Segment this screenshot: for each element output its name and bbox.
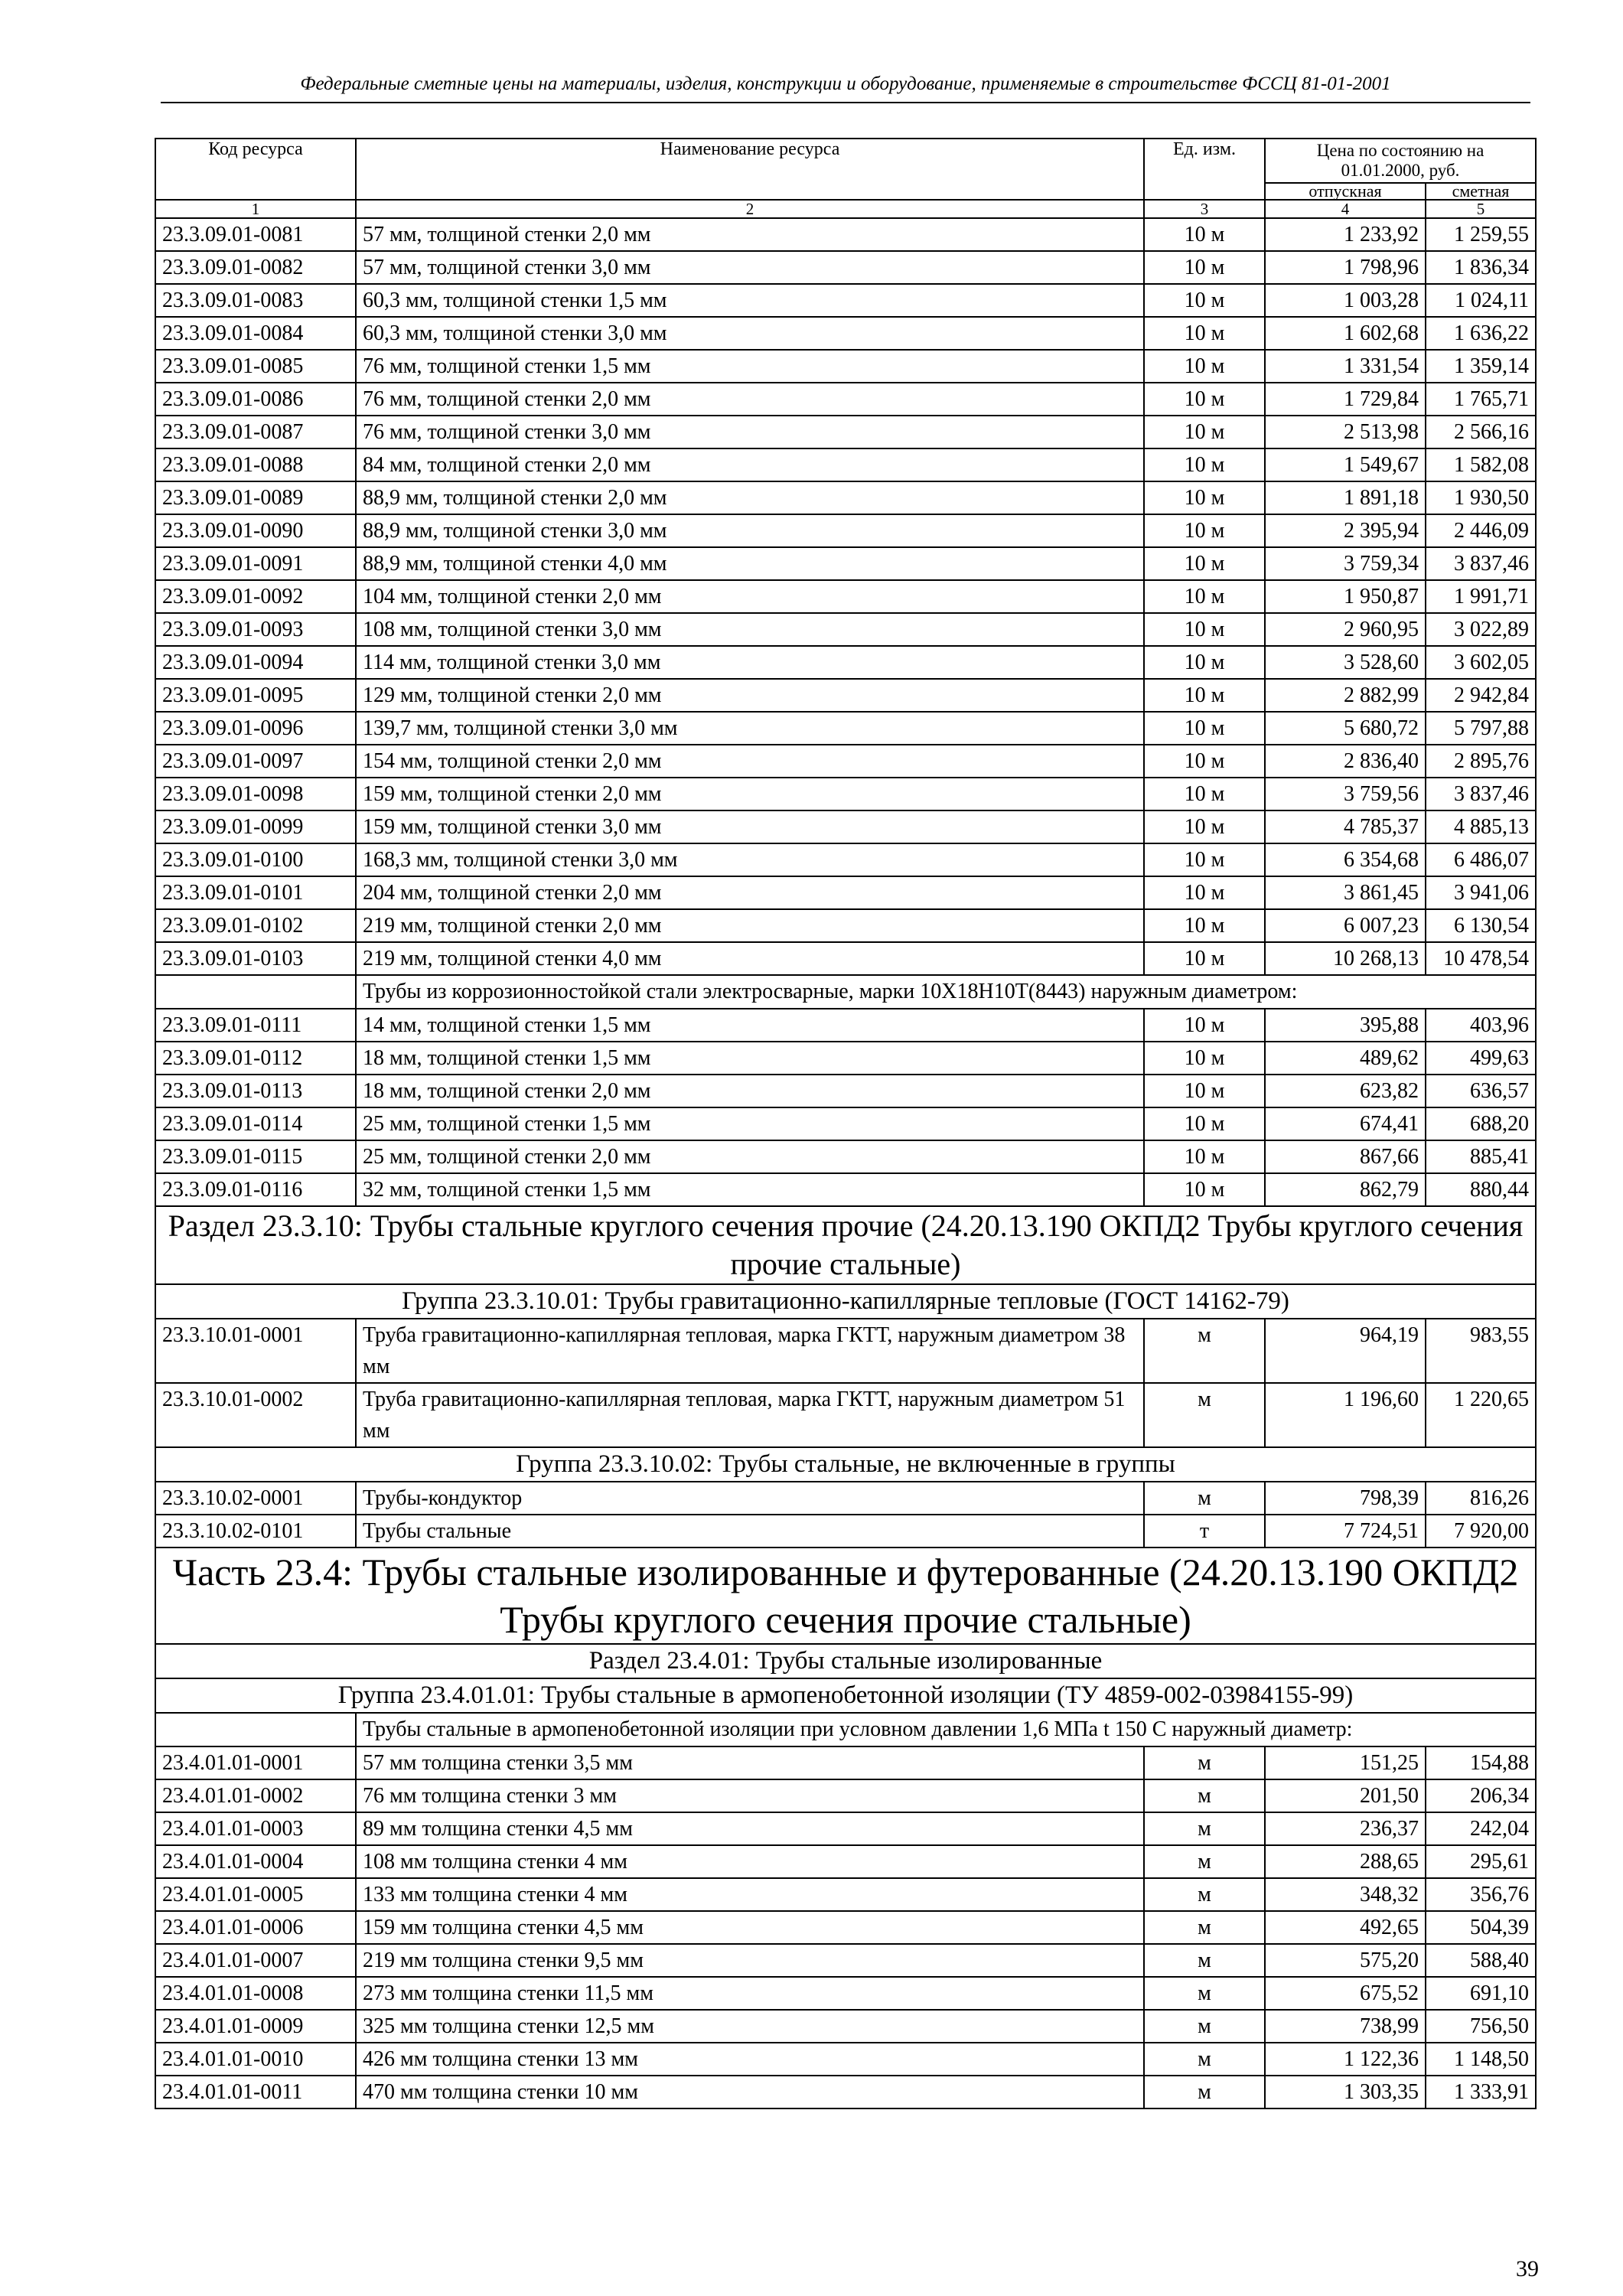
unit-cell: 10 м [1144, 1009, 1265, 1042]
unit-cell: 10 м [1144, 1107, 1265, 1140]
subheading-row [155, 1713, 1536, 1746]
empty-code-cell [155, 1713, 356, 1746]
estimate-price: 1 582,08 [1426, 448, 1536, 481]
table-row [155, 2010, 1536, 2043]
estimate-price: 295,61 [1426, 1845, 1536, 1878]
estimate-price: 499,63 [1426, 1042, 1536, 1075]
column-header-estimate: сметная [1426, 183, 1536, 200]
estimate-price: 588,40 [1426, 1944, 1536, 1977]
unit-cell: 10 м [1144, 514, 1265, 547]
estimate-price: 1 333,91 [1426, 2076, 1536, 2108]
unit-cell: 10 м [1144, 778, 1265, 810]
section-heading-row [155, 1678, 1536, 1713]
resource-code: 23.3.09.01-0111 [155, 1009, 356, 1042]
release-price: 674,41 [1265, 1107, 1426, 1140]
unit-cell: м [1144, 1977, 1265, 2010]
subheading-text: Трубы из коррозионностойкой стали электросварные, марки 10Х18Н10Т(8443) наружным диаметром: [356, 975, 1536, 1009]
estimate-price: 1 359,14 [1426, 350, 1536, 383]
unit-cell: м [1144, 1779, 1265, 1812]
unit-cell: 10 м [1144, 646, 1265, 679]
resource-code: 23.3.09.01-0093 [155, 613, 356, 646]
resource-code: 23.4.01.01-0009 [155, 2010, 356, 2043]
unit-cell: 10 м [1144, 547, 1265, 580]
resource-code: 23.3.09.01-0103 [155, 942, 356, 975]
resource-name: 219 мм, толщиной стенки 2,0 мм [356, 909, 1144, 942]
section-heading: Раздел 23.3.10: Трубы стальные круглого сечения прочие (24.20.13.190 ОКПД2 Трубы круглого сечения прочие стальные) [155, 1206, 1536, 1284]
resource-name: 426 мм толщина стенки 13 мм [356, 2043, 1144, 2076]
resource-code: 23.3.09.01-0087 [155, 416, 356, 448]
estimate-price: 6 486,07 [1426, 843, 1536, 876]
unit-cell: м [1144, 2076, 1265, 2108]
estimate-price: 1 148,50 [1426, 2043, 1536, 2076]
estimate-price: 1 259,55 [1426, 218, 1536, 251]
table-row [155, 514, 1536, 547]
table-row [155, 481, 1536, 514]
table-row [155, 2043, 1536, 2076]
estimate-price: 691,10 [1426, 1977, 1536, 2010]
column-number: 4 [1265, 200, 1426, 218]
resource-code: 23.4.01.01-0005 [155, 1878, 356, 1911]
estimate-price: 403,96 [1426, 1009, 1536, 1042]
unit-cell: м [1144, 1878, 1265, 1911]
resource-name: 108 мм толщина стенки 4 мм [356, 1845, 1144, 1878]
resource-name: 133 мм толщина стенки 4 мм [356, 1878, 1144, 1911]
table-row [155, 810, 1536, 843]
resource-name: Труба гравитационно-капиллярная тепловая, марка ГКТТ, наружным диаметром 51 мм [356, 1383, 1144, 1447]
table-row [155, 547, 1536, 580]
price-table [155, 138, 1537, 2109]
section-heading-row [155, 1206, 1536, 1284]
estimate-price: 7 920,00 [1426, 1515, 1536, 1548]
resource-name: 89 мм толщина стенки 4,5 мм [356, 1812, 1144, 1845]
unit-cell: 10 м [1144, 712, 1265, 745]
resource-name: 60,3 мм, толщиной стенки 1,5 мм [356, 284, 1144, 317]
table-row [155, 613, 1536, 646]
release-price: 964,19 [1265, 1319, 1426, 1383]
table-row [155, 580, 1536, 613]
section-heading: Часть 23.4: Трубы стальные изолированные и футерованные (24.20.13.190 ОКПД2 Трубы круглого сечения прочие стальные) [155, 1548, 1536, 1644]
resource-name: 14 мм, толщиной стенки 1,5 мм [356, 1009, 1144, 1042]
release-price: 201,50 [1265, 1779, 1426, 1812]
resource-code: 23.3.09.01-0089 [155, 481, 356, 514]
release-price: 3 759,56 [1265, 778, 1426, 810]
table-row [155, 876, 1536, 909]
table-row [155, 448, 1536, 481]
estimate-price: 1 930,50 [1426, 481, 1536, 514]
resource-name: 76 мм, толщиной стенки 2,0 мм [356, 383, 1144, 416]
table-row [155, 251, 1536, 284]
release-price: 395,88 [1265, 1009, 1426, 1042]
estimate-price: 6 130,54 [1426, 909, 1536, 942]
table-row [155, 1173, 1536, 1206]
resource-code: 23.3.10.02-0001 [155, 1482, 356, 1515]
unit-cell: м [1144, 1845, 1265, 1878]
release-price: 2 836,40 [1265, 745, 1426, 778]
release-price: 1 798,96 [1265, 251, 1426, 284]
resource-name: Трубы стальные [356, 1515, 1144, 1548]
resource-name: 88,9 мм, толщиной стенки 2,0 мм [356, 481, 1144, 514]
unit-cell: 10 м [1144, 448, 1265, 481]
resource-code: 23.3.09.01-0081 [155, 218, 356, 251]
resource-code: 23.4.01.01-0004 [155, 1845, 356, 1878]
table-row [155, 1482, 1536, 1515]
table-row [155, 1911, 1536, 1944]
unit-cell: м [1144, 2043, 1265, 2076]
estimate-price: 154,88 [1426, 1746, 1536, 1779]
unit-cell: м [1144, 1482, 1265, 1515]
table-row [155, 218, 1536, 251]
estimate-price: 688,20 [1426, 1107, 1536, 1140]
release-price: 348,32 [1265, 1878, 1426, 1911]
table-row [155, 1779, 1536, 1812]
unit-cell: м [1144, 1746, 1265, 1779]
unit-cell: 10 м [1144, 218, 1265, 251]
table-row [155, 284, 1536, 317]
resource-name: 129 мм, толщиной стенки 2,0 мм [356, 679, 1144, 712]
resource-name: 219 мм, толщиной стенки 4,0 мм [356, 942, 1144, 975]
unit-cell: м [1144, 1319, 1265, 1383]
estimate-price: 1 024,11 [1426, 284, 1536, 317]
resource-name: 159 мм толщина стенки 4,5 мм [356, 1911, 1144, 1944]
table-row [155, 1009, 1536, 1042]
table-row [155, 942, 1536, 975]
unit-cell: 10 м [1144, 251, 1265, 284]
table-row [155, 843, 1536, 876]
resource-name: 57 мм, толщиной стенки 3,0 мм [356, 251, 1144, 284]
release-price: 1 729,84 [1265, 383, 1426, 416]
unit-cell: 10 м [1144, 843, 1265, 876]
unit-cell: 10 м [1144, 350, 1265, 383]
column-number: 3 [1144, 200, 1265, 218]
resource-code: 23.3.10.01-0001 [155, 1319, 356, 1383]
estimate-price: 1 220,65 [1426, 1383, 1536, 1447]
estimate-price: 3 602,05 [1426, 646, 1536, 679]
release-price: 1 122,36 [1265, 2043, 1426, 2076]
estimate-price: 3 837,46 [1426, 547, 1536, 580]
resource-code: 23.3.09.01-0088 [155, 448, 356, 481]
resource-code: 23.3.09.01-0102 [155, 909, 356, 942]
estimate-price: 1 836,34 [1426, 251, 1536, 284]
resource-code: 23.3.09.01-0116 [155, 1173, 356, 1206]
release-price: 2 960,95 [1265, 613, 1426, 646]
table-row [155, 1140, 1536, 1173]
resource-name: 18 мм, толщиной стенки 2,0 мм [356, 1075, 1144, 1107]
resource-code: 23.3.09.01-0114 [155, 1107, 356, 1140]
resource-name: 84 мм, толщиной стенки 2,0 мм [356, 448, 1144, 481]
resource-name: 104 мм, толщиной стенки 2,0 мм [356, 580, 1144, 613]
table-row [155, 712, 1536, 745]
column-number: 1 [155, 200, 356, 218]
release-price: 867,66 [1265, 1140, 1426, 1173]
resource-name: 219 мм толщина стенки 9,5 мм [356, 1944, 1144, 1977]
estimate-price: 1 991,71 [1426, 580, 1536, 613]
resource-code: 23.3.09.01-0099 [155, 810, 356, 843]
resource-name: 76 мм, толщиной стенки 1,5 мм [356, 350, 1144, 383]
resource-code: 23.3.09.01-0097 [155, 745, 356, 778]
estimate-price: 756,50 [1426, 2010, 1536, 2043]
resource-code: 23.3.09.01-0101 [155, 876, 356, 909]
resource-code: 23.4.01.01-0001 [155, 1746, 356, 1779]
column-header-price: Цена по состоянию на 01.01.2000, руб. [1265, 139, 1536, 183]
section-heading-row [155, 1644, 1536, 1678]
release-price: 1 602,68 [1265, 317, 1426, 350]
resource-code: 23.3.10.02-0101 [155, 1515, 356, 1548]
unit-cell: 10 м [1144, 810, 1265, 843]
resource-code: 23.4.01.01-0011 [155, 2076, 356, 2108]
release-price: 623,82 [1265, 1075, 1426, 1107]
resource-name: 470 мм толщина стенки 10 мм [356, 2076, 1144, 2108]
unit-cell: 10 м [1144, 317, 1265, 350]
resource-code: 23.4.01.01-0006 [155, 1911, 356, 1944]
table-row [155, 1319, 1536, 1383]
release-price: 575,20 [1265, 1944, 1426, 1977]
table-row [155, 679, 1536, 712]
resource-name: 32 мм, толщиной стенки 1,5 мм [356, 1173, 1144, 1206]
column-header-release: отпускная [1265, 183, 1426, 200]
resource-code: 23.3.09.01-0092 [155, 580, 356, 613]
release-price: 2 513,98 [1265, 416, 1426, 448]
estimate-price: 983,55 [1426, 1319, 1536, 1383]
table-row [155, 1944, 1536, 1977]
resource-name: Трубы-кондуктор [356, 1482, 1144, 1515]
estimate-price: 816,26 [1426, 1482, 1536, 1515]
resource-code: 23.3.09.01-0084 [155, 317, 356, 350]
unit-cell: 10 м [1144, 481, 1265, 514]
resource-code: 23.4.01.01-0010 [155, 2043, 356, 2076]
estimate-price: 206,34 [1426, 1779, 1536, 1812]
table-row [155, 1107, 1536, 1140]
section-heading: Группа 23.3.10.02: Трубы стальные, не включенные в группы [155, 1447, 1536, 1482]
release-price: 236,37 [1265, 1812, 1426, 1845]
unit-cell: 10 м [1144, 613, 1265, 646]
column-header-code: Код ресурса [155, 139, 356, 200]
release-price: 10 268,13 [1265, 942, 1426, 975]
release-price: 4 785,37 [1265, 810, 1426, 843]
resource-code: 23.4.01.01-0007 [155, 1944, 356, 1977]
resource-code: 23.4.01.01-0008 [155, 1977, 356, 2010]
resource-name: 57 мм, толщиной стенки 2,0 мм [356, 218, 1144, 251]
estimate-price: 2 566,16 [1426, 416, 1536, 448]
resource-code: 23.3.09.01-0094 [155, 646, 356, 679]
resource-name: 60,3 мм, толщиной стенки 3,0 мм [356, 317, 1144, 350]
column-header-name: Наименование ресурса [356, 139, 1144, 200]
release-price: 3 759,34 [1265, 547, 1426, 580]
header-rule [161, 102, 1530, 103]
unit-cell: 10 м [1144, 679, 1265, 712]
resource-name: 76 мм, толщиной стенки 3,0 мм [356, 416, 1144, 448]
page-number: 39 [1516, 2256, 1539, 2281]
release-price: 5 680,72 [1265, 712, 1426, 745]
estimate-price: 2 446,09 [1426, 514, 1536, 547]
subheading-row [155, 975, 1536, 1009]
empty-code-cell [155, 975, 356, 1009]
release-price: 288,65 [1265, 1845, 1426, 1878]
resource-name: 154 мм, толщиной стенки 2,0 мм [356, 745, 1144, 778]
table-row [155, 1746, 1536, 1779]
release-price: 862,79 [1265, 1173, 1426, 1206]
resource-code: 23.3.09.01-0091 [155, 547, 356, 580]
resource-code: 23.4.01.01-0003 [155, 1812, 356, 1845]
release-price: 2 882,99 [1265, 679, 1426, 712]
table-row [155, 1878, 1536, 1911]
resource-name: 204 мм, толщиной стенки 2,0 мм [356, 876, 1144, 909]
estimate-price: 4 885,13 [1426, 810, 1536, 843]
column-header-unit: Ед. изм. [1144, 139, 1265, 200]
unit-cell: 10 м [1144, 909, 1265, 942]
estimate-price: 5 797,88 [1426, 712, 1536, 745]
table-row [155, 1383, 1536, 1447]
table-row [155, 1845, 1536, 1878]
release-price: 2 395,94 [1265, 514, 1426, 547]
unit-cell: 10 м [1144, 876, 1265, 909]
resource-name: 114 мм, толщиной стенки 3,0 мм [356, 646, 1144, 679]
table-row [155, 1515, 1536, 1548]
unit-cell: м [1144, 1944, 1265, 1977]
resource-name: 159 мм, толщиной стенки 2,0 мм [356, 778, 1144, 810]
unit-cell: м [1144, 1911, 1265, 1944]
release-price: 1 950,87 [1265, 580, 1426, 613]
unit-cell: 10 м [1144, 1140, 1265, 1173]
unit-cell: м [1144, 1383, 1265, 1447]
unit-cell: 10 м [1144, 383, 1265, 416]
release-price: 1 233,92 [1265, 218, 1426, 251]
unit-cell: 10 м [1144, 284, 1265, 317]
resource-name: 25 мм, толщиной стенки 2,0 мм [356, 1140, 1144, 1173]
resource-name: Труба гравитационно-капиллярная тепловая, марка ГКТТ, наружным диаметром 38 мм [356, 1319, 1144, 1383]
table-body [155, 218, 1536, 2108]
estimate-price: 3 837,46 [1426, 778, 1536, 810]
resource-name: 273 мм толщина стенки 11,5 мм [356, 1977, 1144, 2010]
table-row [155, 1075, 1536, 1107]
table-row [155, 909, 1536, 942]
release-price: 492,65 [1265, 1911, 1426, 1944]
table-row [155, 1042, 1536, 1075]
release-price: 798,39 [1265, 1482, 1426, 1515]
estimate-price: 242,04 [1426, 1812, 1536, 1845]
resource-code: 23.3.09.01-0090 [155, 514, 356, 547]
estimate-price: 2 895,76 [1426, 745, 1536, 778]
release-price: 1 549,67 [1265, 448, 1426, 481]
table-row [155, 1812, 1536, 1845]
release-price: 489,62 [1265, 1042, 1426, 1075]
table-row [155, 745, 1536, 778]
estimate-price: 3 022,89 [1426, 613, 1536, 646]
resource-name: 76 мм толщина стенки 3 мм [356, 1779, 1144, 1812]
resource-code: 23.3.09.01-0098 [155, 778, 356, 810]
resource-name: 168,3 мм, толщиной стенки 3,0 мм [356, 843, 1144, 876]
estimate-price: 880,44 [1426, 1173, 1536, 1206]
release-price: 1 891,18 [1265, 481, 1426, 514]
estimate-price: 885,41 [1426, 1140, 1536, 1173]
table-row [155, 2076, 1536, 2108]
release-price: 6 007,23 [1265, 909, 1426, 942]
resource-code: 23.3.09.01-0096 [155, 712, 356, 745]
resource-name: 325 мм толщина стенки 12,5 мм [356, 2010, 1144, 2043]
subheading-text: Трубы стальные в армопенобетонной изоляции при условном давлении 1,6 МПа t 150 С наружный диаметр: [356, 1713, 1536, 1746]
estimate-price: 2 942,84 [1426, 679, 1536, 712]
column-number: 5 [1426, 200, 1536, 218]
table-row [155, 778, 1536, 810]
table-row [155, 416, 1536, 448]
release-price: 3 861,45 [1265, 876, 1426, 909]
release-price: 1 196,60 [1265, 1383, 1426, 1447]
unit-cell: м [1144, 2010, 1265, 2043]
estimate-price: 3 941,06 [1426, 876, 1536, 909]
resource-name: 88,9 мм, толщиной стенки 4,0 мм [356, 547, 1144, 580]
section-heading: Группа 23.4.01.01: Трубы стальные в армопенобетонной изоляции (ТУ 4859-002-03984155-99) [155, 1678, 1536, 1713]
unit-cell: 10 м [1144, 745, 1265, 778]
estimate-price: 504,39 [1426, 1911, 1536, 1944]
unit-cell: 10 м [1144, 1173, 1265, 1206]
resource-name: 57 мм толщина стенки 3,5 мм [356, 1746, 1144, 1779]
unit-cell: 10 м [1144, 942, 1265, 975]
estimate-price: 636,57 [1426, 1075, 1536, 1107]
resource-code: 23.3.09.01-0083 [155, 284, 356, 317]
resource-name: 108 мм, толщиной стенки 3,0 мм [356, 613, 1144, 646]
unit-cell: т [1144, 1515, 1265, 1548]
unit-cell: м [1144, 1812, 1265, 1845]
unit-cell: 10 м [1144, 416, 1265, 448]
unit-cell: 10 м [1144, 1042, 1265, 1075]
release-price: 7 724,51 [1265, 1515, 1426, 1548]
estimate-price: 356,76 [1426, 1878, 1536, 1911]
release-price: 1 331,54 [1265, 350, 1426, 383]
release-price: 675,52 [1265, 1977, 1426, 2010]
resource-code: 23.3.09.01-0095 [155, 679, 356, 712]
resource-code: 23.3.09.01-0100 [155, 843, 356, 876]
resource-name: 159 мм, толщиной стенки 3,0 мм [356, 810, 1144, 843]
release-price: 6 354,68 [1265, 843, 1426, 876]
resource-name: 25 мм, толщиной стенки 1,5 мм [356, 1107, 1144, 1140]
resource-code: 23.3.09.01-0112 [155, 1042, 356, 1075]
column-number: 2 [356, 200, 1144, 218]
table-row [155, 646, 1536, 679]
resource-code: 23.3.09.01-0085 [155, 350, 356, 383]
unit-cell: 10 м [1144, 580, 1265, 613]
release-price: 738,99 [1265, 2010, 1426, 2043]
table-row [155, 1977, 1536, 2010]
resource-name: 18 мм, толщиной стенки 1,5 мм [356, 1042, 1144, 1075]
section-heading: Группа 23.3.10.01: Трубы гравитационно-капиллярные тепловые (ГОСТ 14162-79) [155, 1284, 1536, 1319]
estimate-price: 1 765,71 [1426, 383, 1536, 416]
release-price: 151,25 [1265, 1746, 1426, 1779]
resource-name: 139,7 мм, толщиной стенки 3,0 мм [356, 712, 1144, 745]
section-heading: Раздел 23.4.01: Трубы стальные изолированные [155, 1644, 1536, 1678]
resource-code: 23.3.09.01-0086 [155, 383, 356, 416]
release-price: 3 528,60 [1265, 646, 1426, 679]
resource-name: 88,9 мм, толщиной стенки 3,0 мм [356, 514, 1144, 547]
table-row [155, 383, 1536, 416]
resource-code: 23.3.10.01-0002 [155, 1383, 356, 1447]
resource-code: 23.3.09.01-0115 [155, 1140, 356, 1173]
resource-code: 23.3.09.01-0082 [155, 251, 356, 284]
estimate-price: 1 636,22 [1426, 317, 1536, 350]
resource-code: 23.3.09.01-0113 [155, 1075, 356, 1107]
section-heading-row [155, 1284, 1536, 1319]
section-heading-row [155, 1548, 1536, 1644]
section-heading-row [155, 1447, 1536, 1482]
running-header: Федеральные сметные цены на материалы, изделия, конструкции и оборудование, применяемые в строительстве ФССЦ 81-01-2001 [300, 73, 1391, 94]
resource-code: 23.4.01.01-0002 [155, 1779, 356, 1812]
table-header [155, 139, 1536, 218]
estimate-price: 10 478,54 [1426, 942, 1536, 975]
table-row [155, 350, 1536, 383]
table-row [155, 317, 1536, 350]
release-price: 1 303,35 [1265, 2076, 1426, 2108]
unit-cell: 10 м [1144, 1075, 1265, 1107]
release-price: 1 003,28 [1265, 284, 1426, 317]
